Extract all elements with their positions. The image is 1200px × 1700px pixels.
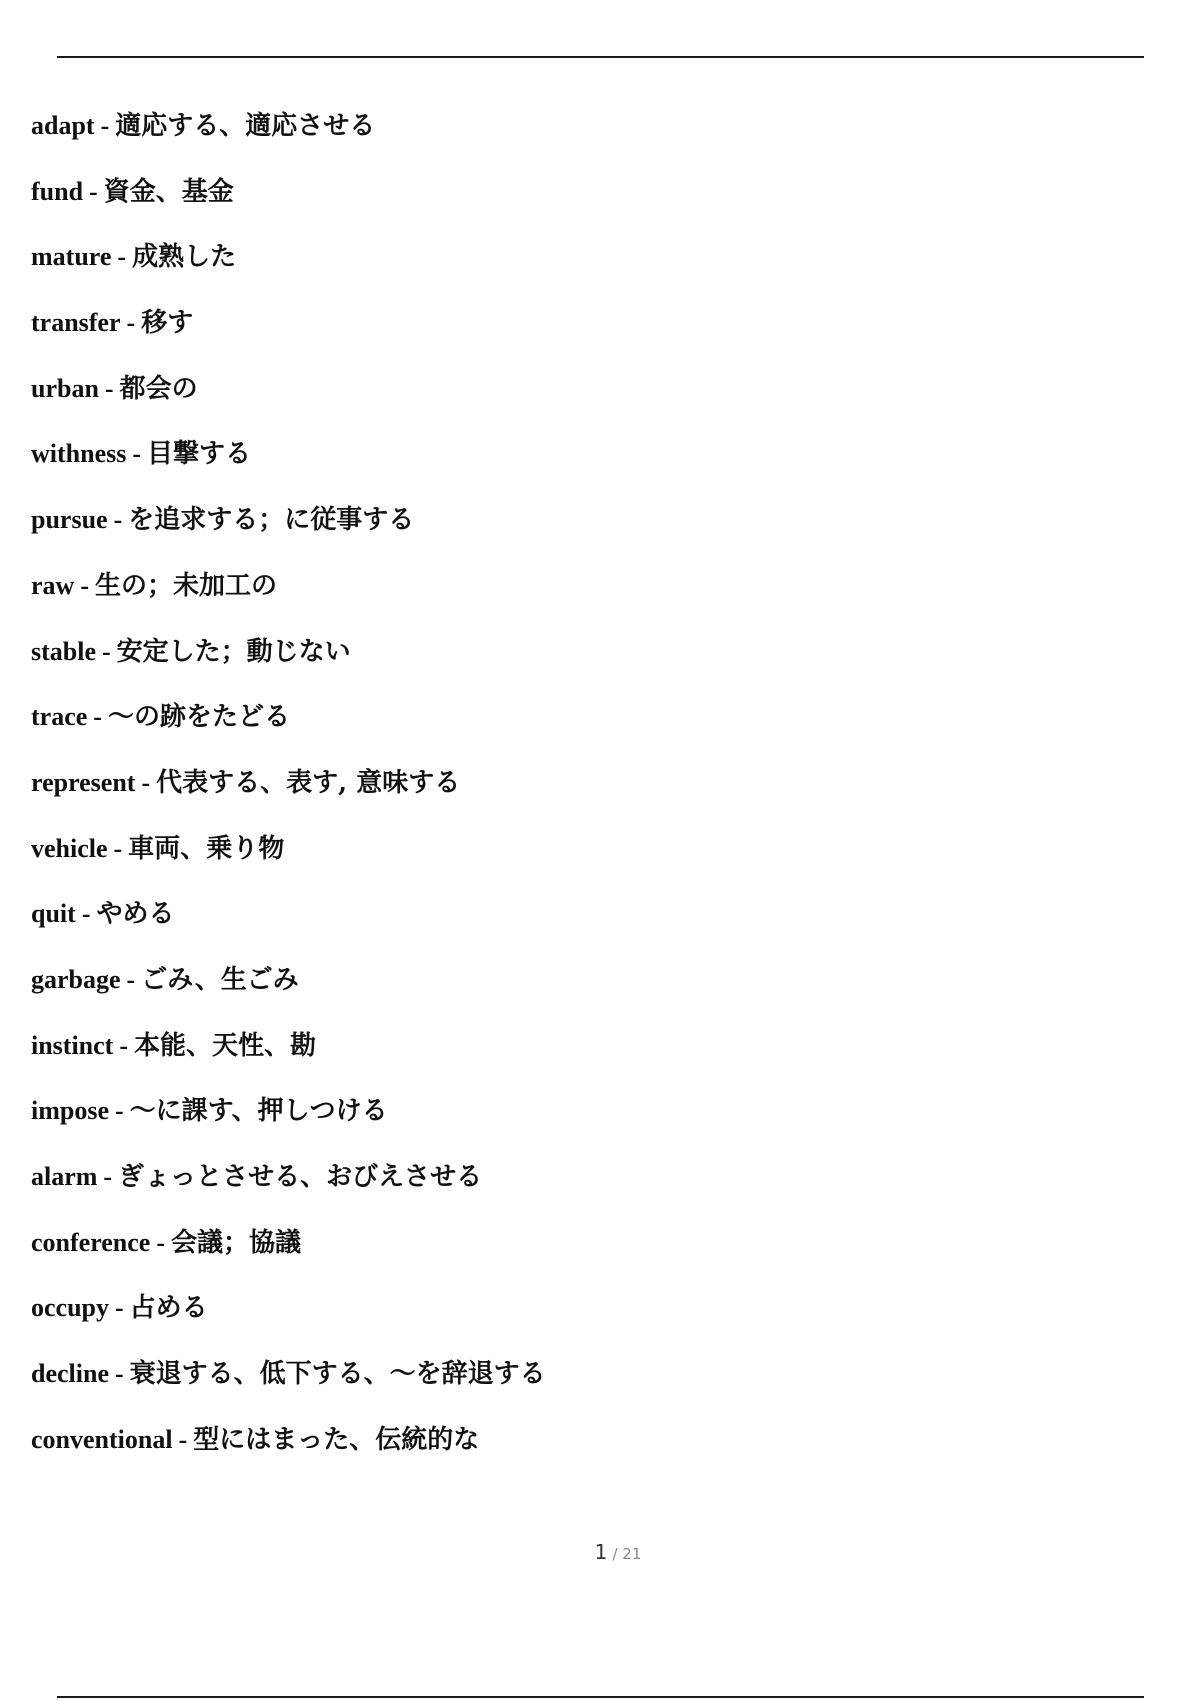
vocab-word: conventional bbox=[31, 1424, 173, 1454]
vocab-word: occupy bbox=[31, 1293, 109, 1323]
vocab-meaning: 成熟した bbox=[132, 242, 237, 273]
vocab-meaning: ごみ、生ごみ bbox=[141, 964, 299, 995]
vocab-meaning: 〜に課す、押しつける bbox=[129, 1096, 388, 1127]
vocab-separator: - bbox=[178, 1424, 188, 1454]
vocab-word: conference bbox=[31, 1227, 151, 1257]
vocab-separator: - bbox=[100, 111, 110, 140]
vocab-meaning: 資金、基金 bbox=[103, 176, 234, 207]
vocab-word: fund bbox=[31, 176, 84, 206]
vocab-meaning: 生の；未加工の bbox=[95, 570, 278, 601]
vocab-word: stable bbox=[31, 636, 96, 666]
vocab-separator: - bbox=[104, 373, 114, 403]
vocab-word: quit bbox=[31, 899, 76, 929]
vocab-meaning: 衰退する、低下する、〜を辞退する bbox=[129, 1359, 546, 1390]
vocab-separator: - bbox=[126, 964, 136, 994]
vocab-entry bbox=[31, 1024, 1151, 1090]
vocab-entry bbox=[31, 498, 1151, 564]
vocab-meaning: を追求する；に従事する bbox=[128, 505, 415, 536]
vocab-entry bbox=[31, 827, 1151, 893]
vocab-meaning: 車両、乗り物 bbox=[128, 833, 285, 864]
vocab-meaning: 本能、天性、勘 bbox=[134, 1030, 317, 1061]
vocab-word: instinct bbox=[31, 1030, 114, 1060]
vocab-meaning: 目撃する bbox=[147, 439, 252, 470]
vocab-entry bbox=[31, 761, 1151, 827]
vocab-entry bbox=[31, 235, 1151, 301]
vocab-separator: - bbox=[89, 176, 98, 206]
vocab-meaning: 型にはまった、伝統的な bbox=[193, 1424, 480, 1455]
vocab-entry bbox=[31, 892, 1151, 958]
vocab-word: trace bbox=[31, 702, 88, 732]
vocab-word: vehicle bbox=[31, 833, 108, 863]
vocab-meaning: 安定した；動じない bbox=[116, 636, 351, 667]
vocab-word: mature bbox=[31, 242, 112, 272]
vocabulary-list bbox=[31, 104, 1151, 1483]
vocab-entry bbox=[31, 301, 1151, 367]
vocab-separator: - bbox=[117, 242, 127, 272]
vocab-separator: - bbox=[132, 439, 142, 469]
vocab-meaning: 移す bbox=[141, 308, 194, 339]
vocab-word: decline bbox=[31, 1359, 109, 1389]
vocab-word: garbage bbox=[31, 964, 121, 994]
page-indicator bbox=[0, 1540, 1200, 1564]
vocab-entry bbox=[31, 432, 1151, 498]
total-pages: / 21 bbox=[612, 1545, 642, 1563]
top-rule bbox=[57, 56, 1144, 58]
current-page-number: 1 bbox=[594, 1540, 608, 1564]
vocab-entry bbox=[31, 630, 1151, 696]
vocab-entry bbox=[31, 958, 1151, 1024]
vocab-word: alarm bbox=[31, 1162, 98, 1191]
vocab-meaning: 〜の跡をたどる bbox=[107, 702, 290, 733]
vocab-word: adapt bbox=[31, 111, 95, 140]
vocab-separator: - bbox=[141, 767, 151, 797]
vocab-entry bbox=[31, 1089, 1151, 1155]
vocab-separator: - bbox=[113, 505, 123, 535]
vocab-separator: - bbox=[115, 1096, 124, 1126]
vocab-entry bbox=[31, 1221, 1151, 1287]
vocab-meaning: ぎょっとさせる、おびえさせる bbox=[118, 1162, 483, 1192]
vocab-word: withness bbox=[31, 439, 127, 469]
vocab-entry bbox=[31, 695, 1151, 761]
vocab-word: impose bbox=[31, 1096, 109, 1126]
vocab-entry bbox=[31, 367, 1151, 433]
vocab-entry bbox=[31, 564, 1151, 630]
vocab-separator: - bbox=[115, 1293, 124, 1323]
vocab-separator: - bbox=[126, 308, 136, 338]
vocab-entry bbox=[31, 170, 1151, 236]
vocab-separator: - bbox=[81, 899, 91, 929]
vocab-entry bbox=[31, 1155, 1151, 1221]
vocab-separator: - bbox=[119, 1030, 129, 1060]
vocab-word: transfer bbox=[31, 308, 121, 338]
vocab-meaning: 代表する、表す, 意味する bbox=[156, 767, 461, 798]
vocab-meaning: やめる bbox=[96, 899, 175, 930]
vocab-word: urban bbox=[31, 373, 99, 403]
vocab-entry bbox=[31, 104, 1151, 170]
vocab-entry bbox=[31, 1352, 1151, 1418]
vocab-entry bbox=[31, 1418, 1151, 1484]
vocab-separator: - bbox=[103, 1162, 113, 1191]
vocab-separator: - bbox=[102, 636, 111, 666]
vocab-entry bbox=[31, 1286, 1151, 1352]
bottom-rule bbox=[57, 1696, 1144, 1698]
vocab-word: pursue bbox=[31, 505, 108, 535]
vocab-separator: - bbox=[115, 1359, 124, 1389]
vocab-meaning: 占める bbox=[129, 1293, 208, 1324]
vocab-separator: - bbox=[80, 570, 89, 600]
vocab-word: represent bbox=[31, 767, 136, 797]
vocab-separator: - bbox=[93, 702, 102, 732]
vocab-meaning: 都会の bbox=[119, 373, 198, 404]
vocab-word: raw bbox=[31, 570, 75, 600]
vocab-meaning: 会議；協議 bbox=[171, 1227, 302, 1258]
vocab-separator: - bbox=[156, 1227, 166, 1257]
vocab-separator: - bbox=[113, 833, 123, 863]
vocab-meaning: 適応する、適応させる bbox=[115, 111, 376, 141]
